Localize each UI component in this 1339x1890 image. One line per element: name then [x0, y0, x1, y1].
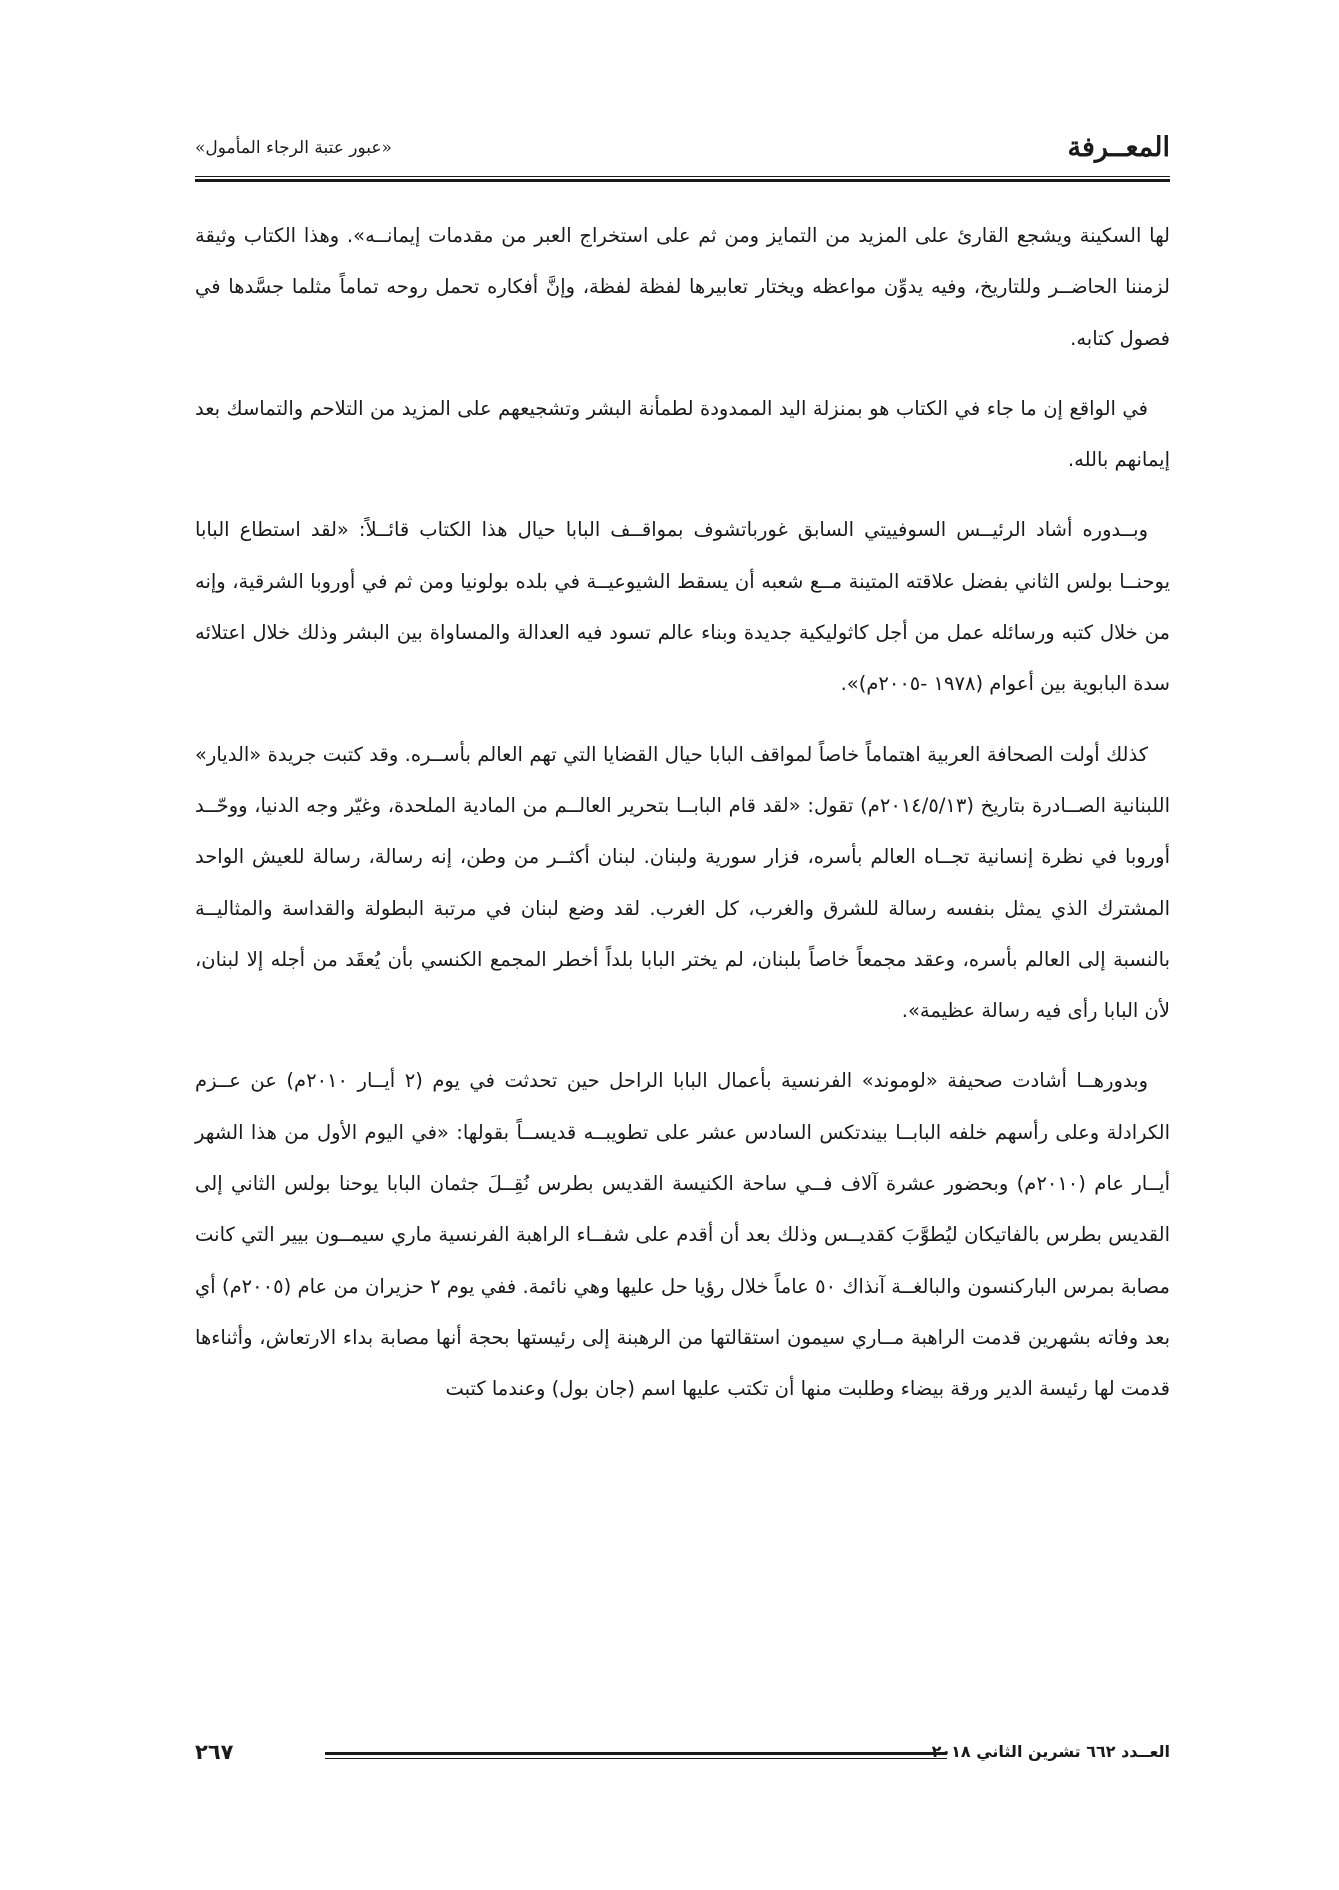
paragraph-5: وبدورهــا أشادت صحيفة «لوموند» الفرنسية بأعمال البابا الراحل حين تحدثت في يوم (٢ أيــار ٢٠١٠م) عن عــزم الكرادلة وعلى رأسهم خلفه البابــا بيندتكس السادس عشر على تطويبــه قديســاً بقولها: «في اليوم الأول من هذا الشهر أيــار عام (٢٠١٠م) وبحضور عشرة آلاف فــي ساحة الكنيسة القديس بطرس نُقِــلَ جثمان البابا يوحنا بولس الثاني إلى القديس بطرس بالفاتيكان ليُطوَّبَ كقديــس وذلك بعد أن أقدم على شفــاء الراهبة الفرنسية ماري سيمــون بيير التي كانت مصابة بمرس الباركنسون والبالغــة آنذاك ٥٠ عاماً خلال رؤيا حل عليها وهي نائمة. ففي يوم ٢ حزيران من عام (٢٠٠٥م) أي بعد وفاته بشهرين قدمت الراهبة مــاري سيمون استقالتها من الرهبنة إلى رئيستها بحجة أنها مصابة بداء الارتعاش، وأثناءها قدمت لها رئيسة الدير ورقة بيضاء وطلبت منها أن تكتب عليها اسم (جان بول) وعندما كتبت [195, 1069, 1170, 1401]
footer-divider-thin [325, 1758, 947, 1759]
page-number: ٢٦٧ [195, 1740, 234, 1764]
article-body [195, 210, 1170, 1434]
header-divider-thick [195, 179, 1170, 182]
journal-logo: المعــرفة [1067, 132, 1170, 163]
paragraph-4: كذلك أولت الصحافة العربية اهتماماً خاصاً لمواقف البابا حيال القضايا التي تهم العالم بأســره. وقد كتبت جريدة «الديار» اللبنانية الصــادرة بتاريخ (٢٠١٤/٥/١٣م) تقول: «لقد قام البابــا بتحرير العالــم من المادية الملحدة، وغيّر وجه الدنيا، ووحّــد أوروبا في نظرة إنسانية تجــاه العالم بأسره، فزار سورية ولبنان. لبنان أكثــر من وطن، إنه رسالة، رسالة للعيش الواحد المشترك الذي يمثل بنفسه رسالة للشرق والغرب، كل الغرب. لقد وضع لبنان في مرتبة البطولة والقداسة والمثاليــة بالنسبة إلى العالم بأسره، وعقد مجمعاً خاصاً بلبنان، لم يختر البابا بلداً أخطر المجمع الكنسي بأن يُعقَد من أجله إلا لبنان، لأن البابا رأى فيه رسالة عظيمة». [195, 742, 1170, 1023]
page-header [195, 128, 1170, 176]
running-title: «عبور عتبة الرجاء المأمول» [195, 138, 392, 158]
header-divider-thin [195, 176, 1170, 177]
issue-label: العــدد ٦٦٢ تشرين الثاني ٢٠١٨ [931, 1742, 1170, 1761]
page-footer [195, 1740, 1170, 1776]
paragraph-1: لها السكينة ويشجع القارئ على المزيد من التمايز ومن ثم على استخراج العبر من مقدمات إيمانــه». وهذا الكتاب وثيقة لزمننا الحاضــر وللتاريخ، وفيه يدوِّن مواعظه ويختار تعابيرها لفظة لفظة، وإنَّ أفكاره تحمل روحه تماماً مثلما جسَّدها في فصول كتابه. [195, 224, 1170, 350]
footer-divider-thick [325, 1752, 947, 1755]
paragraph-3: وبــدوره أشاد الرئيــس السوفييتي السابق غورباتشوف بمواقــف البابا حيال هذا الكتاب قائــلاً: «لقد استطاع البابا يوحنــا بولس الثاني بفضل علاقته المتينة مــع شعبه أن يسقط الشيوعيــة في بلده بولونيا ومن ثم في أوروبا الشرقية، وإنه من خلال كتبه ورسائله عمل من أجل كاثوليكية جديدة وبناء عالم تسود فيه العدالة والمساواة بين البشر وذلك خلال اعتلائه سدة البابوية بين أعوام (١٩٧٨ -٢٠٠٥م)». [195, 518, 1170, 696]
paragraph-2: في الواقع إن ما جاء في الكتاب هو بمنزلة اليد الممدودة لطمأنة البشر وتشجيعهم على المزيد من التلاحم والتماسك بعد إيمانهم بالله. [195, 396, 1170, 472]
